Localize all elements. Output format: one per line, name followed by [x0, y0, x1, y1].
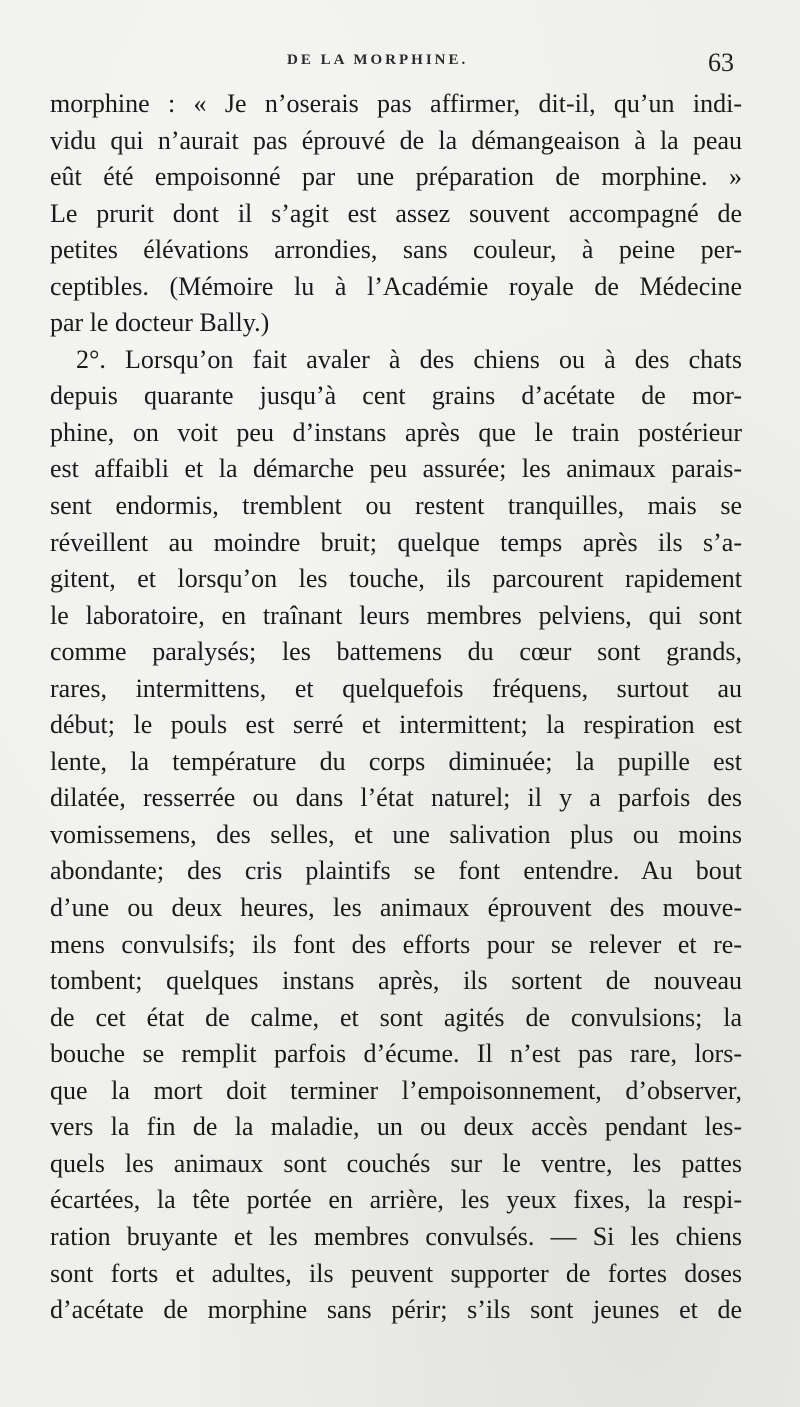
paragraph-start-line: 2°. Lorsqu’on fait avaler à des chiens ou à des chats: [76, 344, 742, 374]
text-line: vidu qui n’aurait pas éprouvé de la démangeaison à la peau: [50, 125, 742, 155]
page-number: 63: [708, 48, 734, 77]
text-line: mens convulsifs; ils font des efforts pour se relever et re-: [50, 929, 742, 959]
text-line: comme paralysés; les battemens du cœur sont grands,: [50, 637, 742, 667]
text-line: tombent; quelques instans après, ils sortent de nouveau: [50, 966, 742, 996]
text-line: Le prurit dont il s’agit est assez souvent accompagné de: [50, 198, 742, 228]
body-text: [50, 86, 742, 1329]
text-line: réveillent au moindre bruit; quelque temps après ils s’a-: [50, 527, 742, 557]
text-line: sent endormis, tremblent ou restent tranquilles, mais se: [50, 491, 742, 521]
running-head: [0, 48, 800, 78]
text-line: depuis quarante jusqu’à cent grains d’acétate de mor-: [50, 381, 742, 411]
text-line: abondante; des cris plaintifs se font entendre. Au bout: [50, 856, 742, 886]
text-line: écartées, la tête portée en arrière, les yeux fixes, la respi-: [50, 1185, 742, 1215]
text-line: morphine : « Je n’oserais pas affirmer, dit-il, qu’un indi-: [50, 89, 742, 118]
text-line: quels les animaux sont couchés sur le ventre, les pattes: [50, 1148, 742, 1178]
text-line: gitent, et lorsqu’on les touche, ils parcourent rapidement: [50, 564, 742, 594]
text-line: ration bruyante et les membres convulsés. — Si les chiens: [50, 1221, 742, 1251]
text-line: dilatée, resserrée ou dans l’état naturel; il y a parfois des: [50, 783, 742, 813]
text-line: lente, la température du corps diminuée; la pupille est: [50, 746, 742, 776]
text-line: bouche se remplit parfois d’écume. Il n’est pas rare, lors-: [50, 1039, 742, 1069]
text-line: eût été empoisonné par une préparation de morphine. »: [50, 162, 742, 192]
running-title: DE LA MORPHINE.: [287, 52, 469, 68]
text-line: vomissemens, des selles, et une salivation plus ou moins: [50, 819, 742, 849]
text-line: que la mort doit terminer l’empoisonnement, d’observer,: [50, 1075, 742, 1105]
text-line: est affaibli et la démarche peu assurée; les animaux parais-: [50, 454, 742, 484]
text-line: phine, on voit peu d’instans après que le train postérieur: [50, 417, 742, 447]
text-line: de cet état de calme, et sont agités de convulsions; la: [50, 1002, 742, 1032]
text-line: ceptibles. (Mémoire lu à l’Académie royale de Médecine: [50, 271, 742, 301]
text-line: vers la fin de la maladie, un ou deux accès pendant les-: [50, 1112, 742, 1142]
text-line: le laboratoire, en traînant leurs membres pelviens, qui sont: [50, 600, 742, 630]
text-line: rares, intermittens, et quelquefois fréquens, surtout au: [50, 673, 742, 703]
text-line: petites élévations arrondies, sans couleur, à peine per-: [50, 235, 742, 265]
text-line: par le docteur Bally.): [50, 308, 270, 338]
text-line: d’acétate de morphine sans périr; s’ils sont jeunes et de: [50, 1295, 742, 1325]
text-line: d’une ou deux heures, les animaux éprouvent des mouve-: [50, 893, 742, 923]
text-line: sont forts et adultes, ils peuvent supporter de fortes doses: [50, 1258, 742, 1288]
text-line: début; le pouls est serré et intermittent; la respiration est: [50, 710, 742, 740]
